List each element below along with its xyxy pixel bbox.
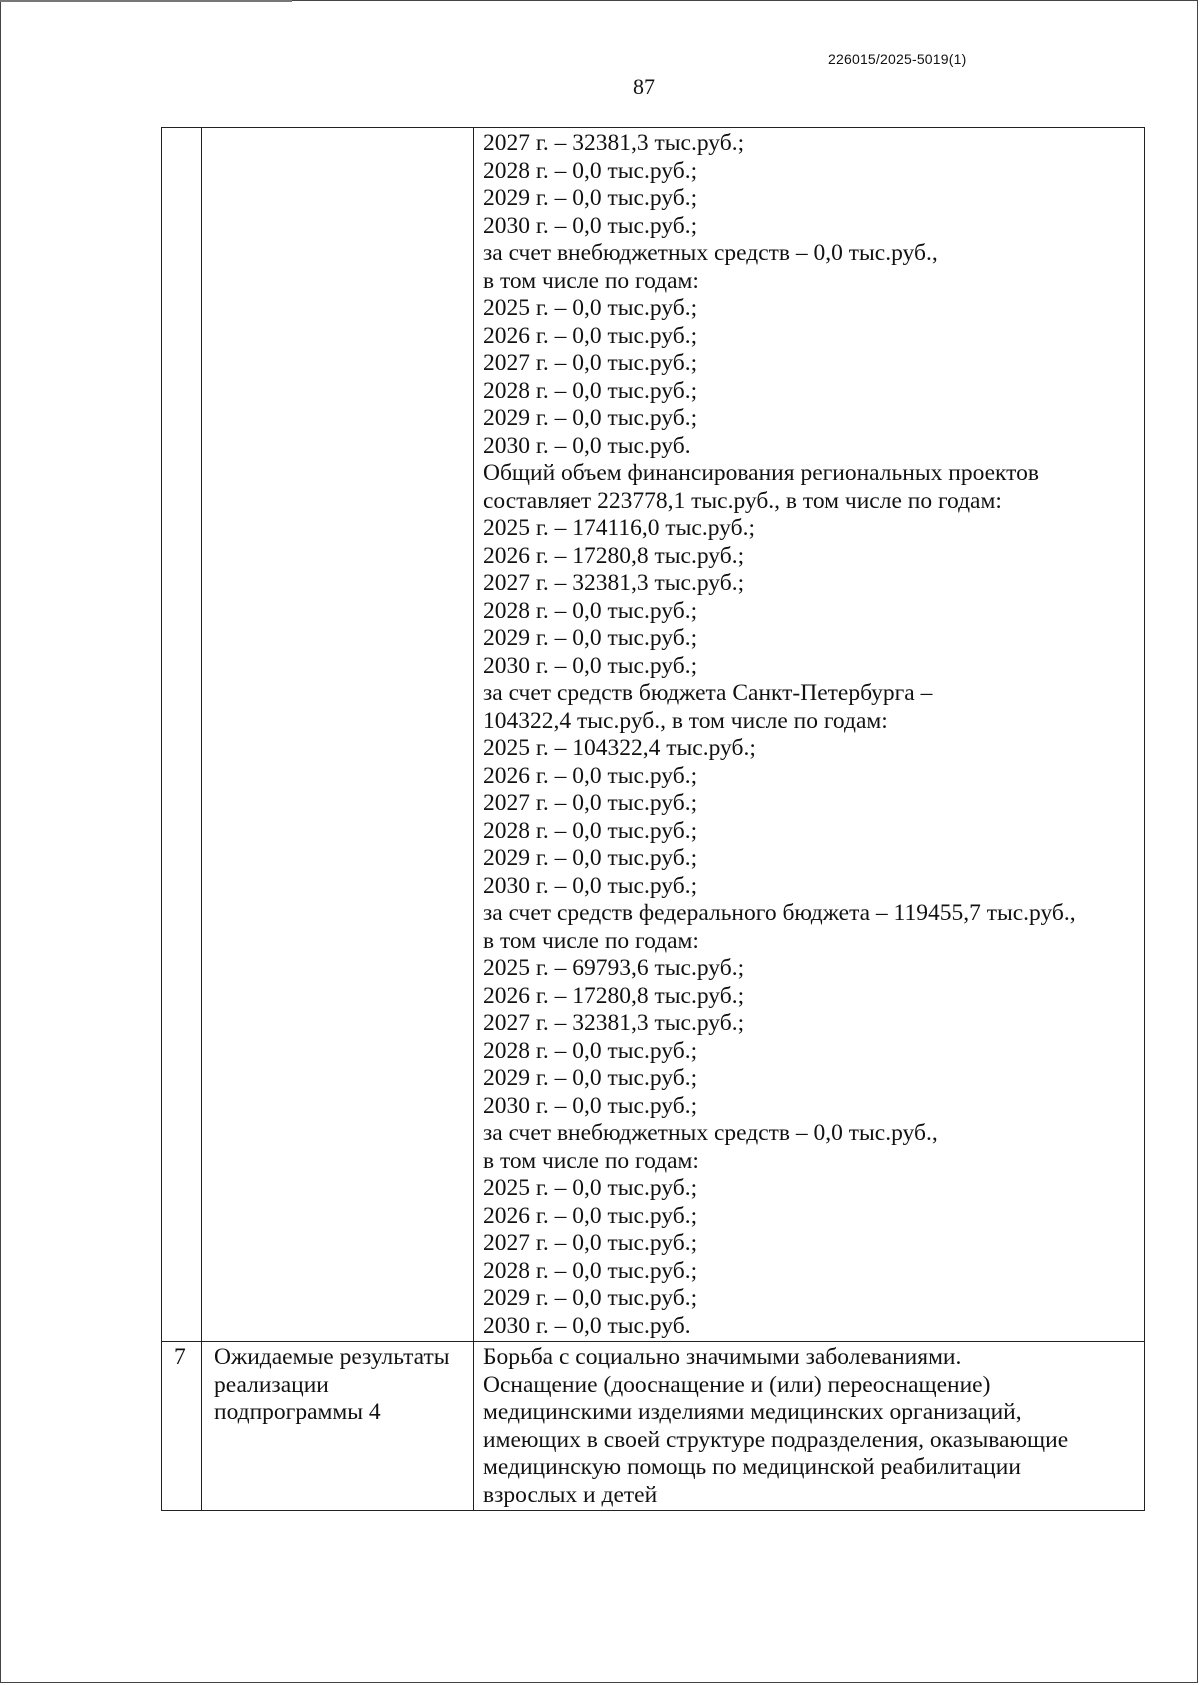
row-content-cell [474,128,1145,1342]
row-content-line: 2030 г. – 0,0 тыс.руб.; [483,1092,698,1119]
row-content-line: 2025 г. – 104322,4 тыс.руб.; [483,735,756,761]
row-name-line: подпрограммы 4 [214,1399,381,1425]
row-content-line: 2029 г. – 0,0 тыс.руб.; [483,1065,698,1091]
row-content-line: 2029 г. – 0,0 тыс.руб.; [483,625,698,651]
row-content-line: 2027 г. – 32381,3 тыс.руб.; [483,570,745,596]
row-content-line: 2028 г. – 0,0 тыс.руб.; [483,377,698,404]
row-name-line: Ожидаемые результаты [214,1344,450,1370]
row-content-line: взрослых и детей [483,1481,658,1508]
row-content-line: 2028 г. – 0,0 тыс.руб.; [483,157,698,184]
row-content-line: 2030 г. – 0,0 тыс.руб.; [483,872,698,899]
row-content-line: 2025 г. – 69793,6 тыс.руб.; [483,955,745,981]
row-content-line: 2027 г. – 32381,3 тыс.руб.; [483,130,745,156]
top-edge-rule [0,0,292,2]
row-content-line: 2030 г. – 0,0 тыс.руб.; [483,652,698,679]
row-content-line: 2025 г. – 0,0 тыс.руб.; [483,1175,698,1201]
row-content-line: 2025 г. – 174116,0 тыс.руб.; [483,515,755,541]
row-content-line: 2028 г. – 0,0 тыс.руб.; [483,1037,698,1064]
row-content-line: 2029 г. – 0,0 тыс.руб.; [483,405,698,431]
table-row [162,1342,1145,1511]
row-number: 7 [174,1344,186,1370]
row-number-cell [162,1342,202,1511]
row-content-line: 2028 г. – 0,0 тыс.руб.; [483,817,698,844]
row-content-line: 104322,4 тыс.руб., в том числе по годам: [483,707,888,734]
row-content-line: 2029 г. – 0,0 тыс.руб.; [483,845,698,871]
row-content-line: за счет внебюджетных средств – 0,0 тыс.руб., [483,240,938,266]
row-content-line: в том числе по годам: [483,927,699,954]
row-number-cell [162,128,202,1342]
row-content-line: 2029 г. – 0,0 тыс.руб.; [483,1285,698,1311]
row-content-line: 2028 г. – 0,0 тыс.руб.; [483,1257,698,1284]
row-content-line: 2027 г. – 0,0 тыс.руб.; [483,350,698,376]
row-content-line: 2029 г. – 0,0 тыс.руб.; [483,185,698,211]
page-number: 87 [633,74,655,99]
row-content-line: Общий объем финансирования региональных проектов [483,460,1039,486]
table-body [162,128,1145,1511]
row-name-cell [202,1342,474,1511]
row-content-line: 2030 г. – 0,0 тыс.руб. [483,1312,691,1339]
row-content-line: 2026 г. – 0,0 тыс.руб.; [483,1202,698,1229]
row-content-line: 2025 г. – 0,0 тыс.руб.; [483,295,698,321]
row-content-line: медицинскую помощь по медицинской реабилитации [483,1454,1021,1480]
row-content-line: за счет средств федерального бюджета – 119455,7 тыс.руб., [483,900,1076,926]
row-content-line: 2027 г. – 0,0 тыс.руб.; [483,790,698,816]
row-content-line: 2030 г. – 0,0 тыс.руб. [483,432,691,459]
row-content-line: 2026 г. – 0,0 тыс.руб.; [483,322,698,349]
row-content-line: 2027 г. – 32381,3 тыс.руб.; [483,1010,745,1036]
row-name-cell [202,128,474,1342]
row-content-line: за счет средств бюджета Санкт-Петербурга – [483,680,933,706]
row-content-line: имеющих в своей структуре подразделения, оказывающие [483,1426,1069,1453]
row-content-line: 2028 г. – 0,0 тыс.руб.; [483,597,698,624]
table-row [162,128,1145,1342]
document-id: 226015/2025-5019(1) [828,51,967,67]
row-content-line: медицинскими изделиями медицинских организаций, [483,1399,1022,1425]
row-content-line: за счет внебюджетных средств – 0,0 тыс.руб., [483,1120,938,1146]
row-content-line: в том числе по годам: [483,1147,699,1174]
row-content-line: 2030 г. – 0,0 тыс.руб.; [483,212,698,239]
row-name-line: реализации [214,1371,329,1398]
row-content-line: 2026 г. – 17280,8 тыс.руб.; [483,982,745,1009]
row-content-line: 2027 г. – 0,0 тыс.руб.; [483,1230,698,1256]
row-content-line: 2026 г. – 0,0 тыс.руб.; [483,762,698,789]
program-passport-table [161,127,1145,1511]
row-content-cell [474,1342,1145,1511]
row-content-line: Борьба с социально значимыми заболеваниями. [483,1344,962,1370]
row-content-line: 2026 г. – 17280,8 тыс.руб.; [483,542,745,569]
row-content-line: Оснащение (дооснащение и (или) переоснащение) [483,1371,991,1398]
row-content-line: в том числе по годам: [483,267,699,294]
row-content-line: составляет 223778,1 тыс.руб., в том числе по годам: [483,487,1002,514]
